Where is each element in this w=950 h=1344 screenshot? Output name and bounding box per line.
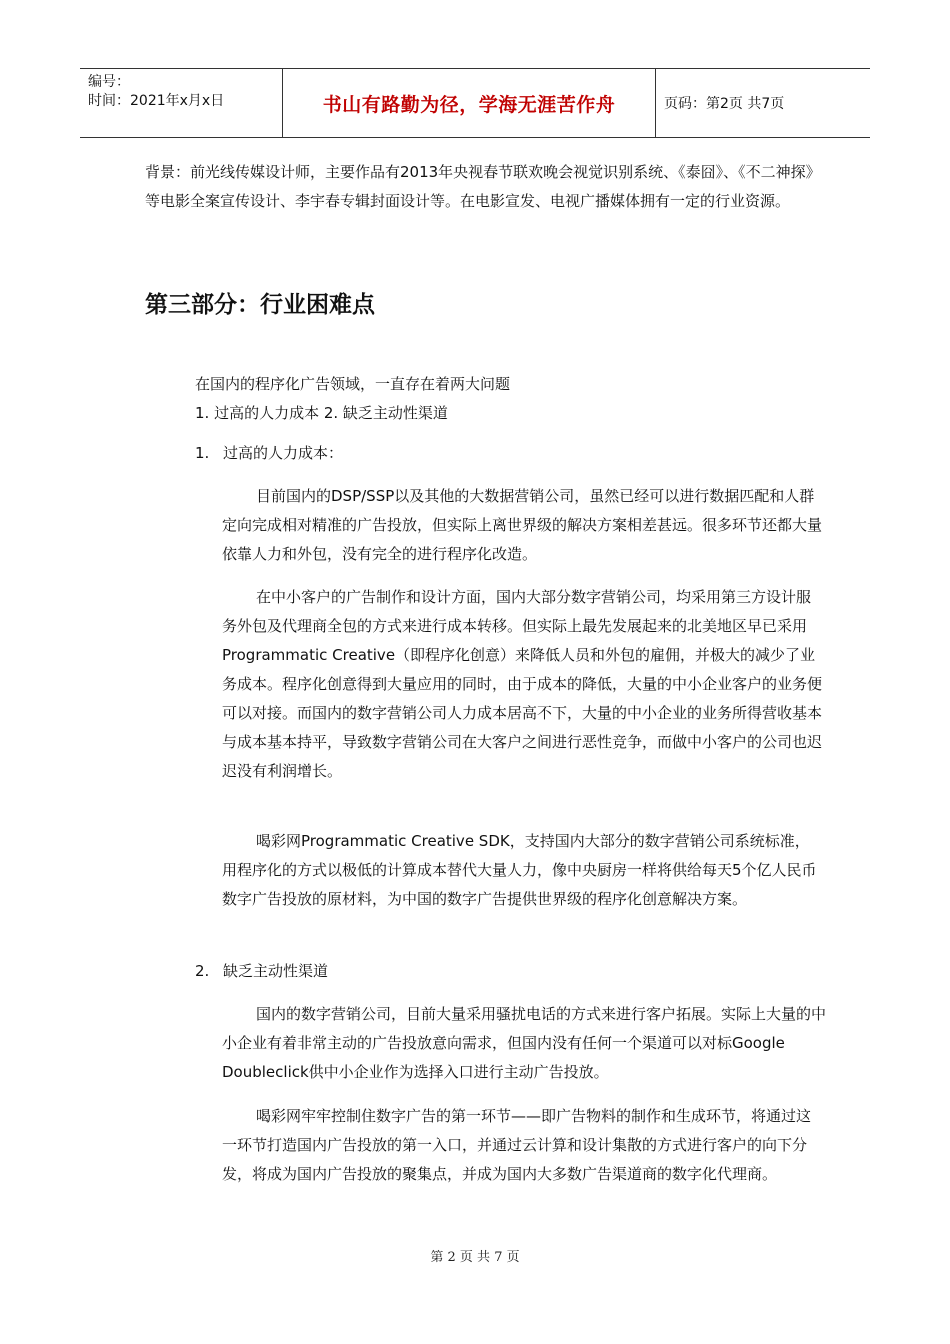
item2-heading	[195, 957, 328, 986]
item1-title: 过高的人力成本：	[223, 444, 344, 462]
item2-number: 2.	[195, 962, 210, 980]
item1-number: 1.	[195, 444, 210, 462]
header-motto: 书山有路勤为径，学海无涯苦作舟	[283, 69, 656, 137]
intro-block	[195, 370, 815, 428]
page-footer: 第 2 页 共 7 页	[430, 1250, 520, 1265]
intro-line: 在国内的程序化广告领域，一直存在着两大问题	[195, 375, 511, 393]
item2-title: 缺乏主动性渠道	[223, 962, 329, 980]
item2-paragraph: 国内的数字营销公司，目前大量采用骚扰电话的方式来进行客户拓展。实际上大量的中小企业有着非常主动的广告投放意向需求，但国内没有任何一个渠道可以对标Google Doubleclick供中小企业作为选择入口进行主动广告投放。	[222, 1005, 827, 1081]
item1-heading	[195, 439, 343, 468]
item2-paragraph: 喝彩网牢牢控制住数字广告的第一环节——即广告物料的制作和生成环节，将通过这一环节打造国内广告投放的第一入口，并通过云计算和设计集散的方式进行客户的向下分发，将成为国内广告投放的聚集点，并成为国内大多数广告渠道商的数字化代理商。	[222, 1107, 812, 1183]
item1-paragraph: 目前国内的DSP/SSP以及其他的大数据营销公司，虽然已经可以进行数据匹配和人群定向完成相对精准的广告投放，但实际上离世界级的解决方案相差甚远。很多环节还都大量依靠人力和外包，没有完全的进行程序化改造。	[222, 487, 823, 563]
document-date: 时间：2021年x月x日	[88, 93, 225, 109]
page-header	[80, 68, 870, 138]
intro-list-line: 1. 过高的人力成本 2. 缺乏主动性渠道	[195, 404, 448, 422]
document-number-label: 编号：	[88, 74, 130, 90]
header-page-code: 页码：第2页 共7页	[664, 96, 785, 112]
section-title: 第三部分：行业困难点	[145, 292, 375, 318]
item1-paragraph: 在中小客户的广告制作和设计方面，国内大部分数字营销公司，均采用第三方设计服务外包及代理商全包的方式来进行成本转移。但实际上最先发展起来的北美地区早已采用Programmatic Creative（即程序化创意）来降低人员和外包的雇佣，并极大的减少了业务成本。程序化创意得到大量应用的同时，由于成本的降低，大量的中小企业客户的业务便可以对接。而国内的数字营销公司人力成本居高不下，大量的中小企业的业务所得营收基本与成本基本持平，导致数字营销公司在大客户之间进行恶性竞争，而做中小客户的公司也迟迟没有利润增长。	[222, 588, 823, 780]
background-paragraph: 背景：前光线传媒设计师，主要作品有2013年央视春节联欢晚会视觉识别系统、《泰囧》、《不二神探》等电影全案宣传设计、李宇春专辑封面设计等。在电影宣发、电视广播媒体拥有一定的行业资源。	[145, 163, 814, 210]
item1-paragraph: 喝彩网Programmatic Creative SDK，支持国内大部分的数字营销公司系统标准，用程序化的方式以极低的计算成本替代大量人力，像中央厨房一样将供给每天5个亿人民币数字广告投放的原材料，为中国的数字广告提供世界级的程序化创意解决方案。	[222, 832, 817, 908]
header-meta-cell	[80, 69, 283, 137]
